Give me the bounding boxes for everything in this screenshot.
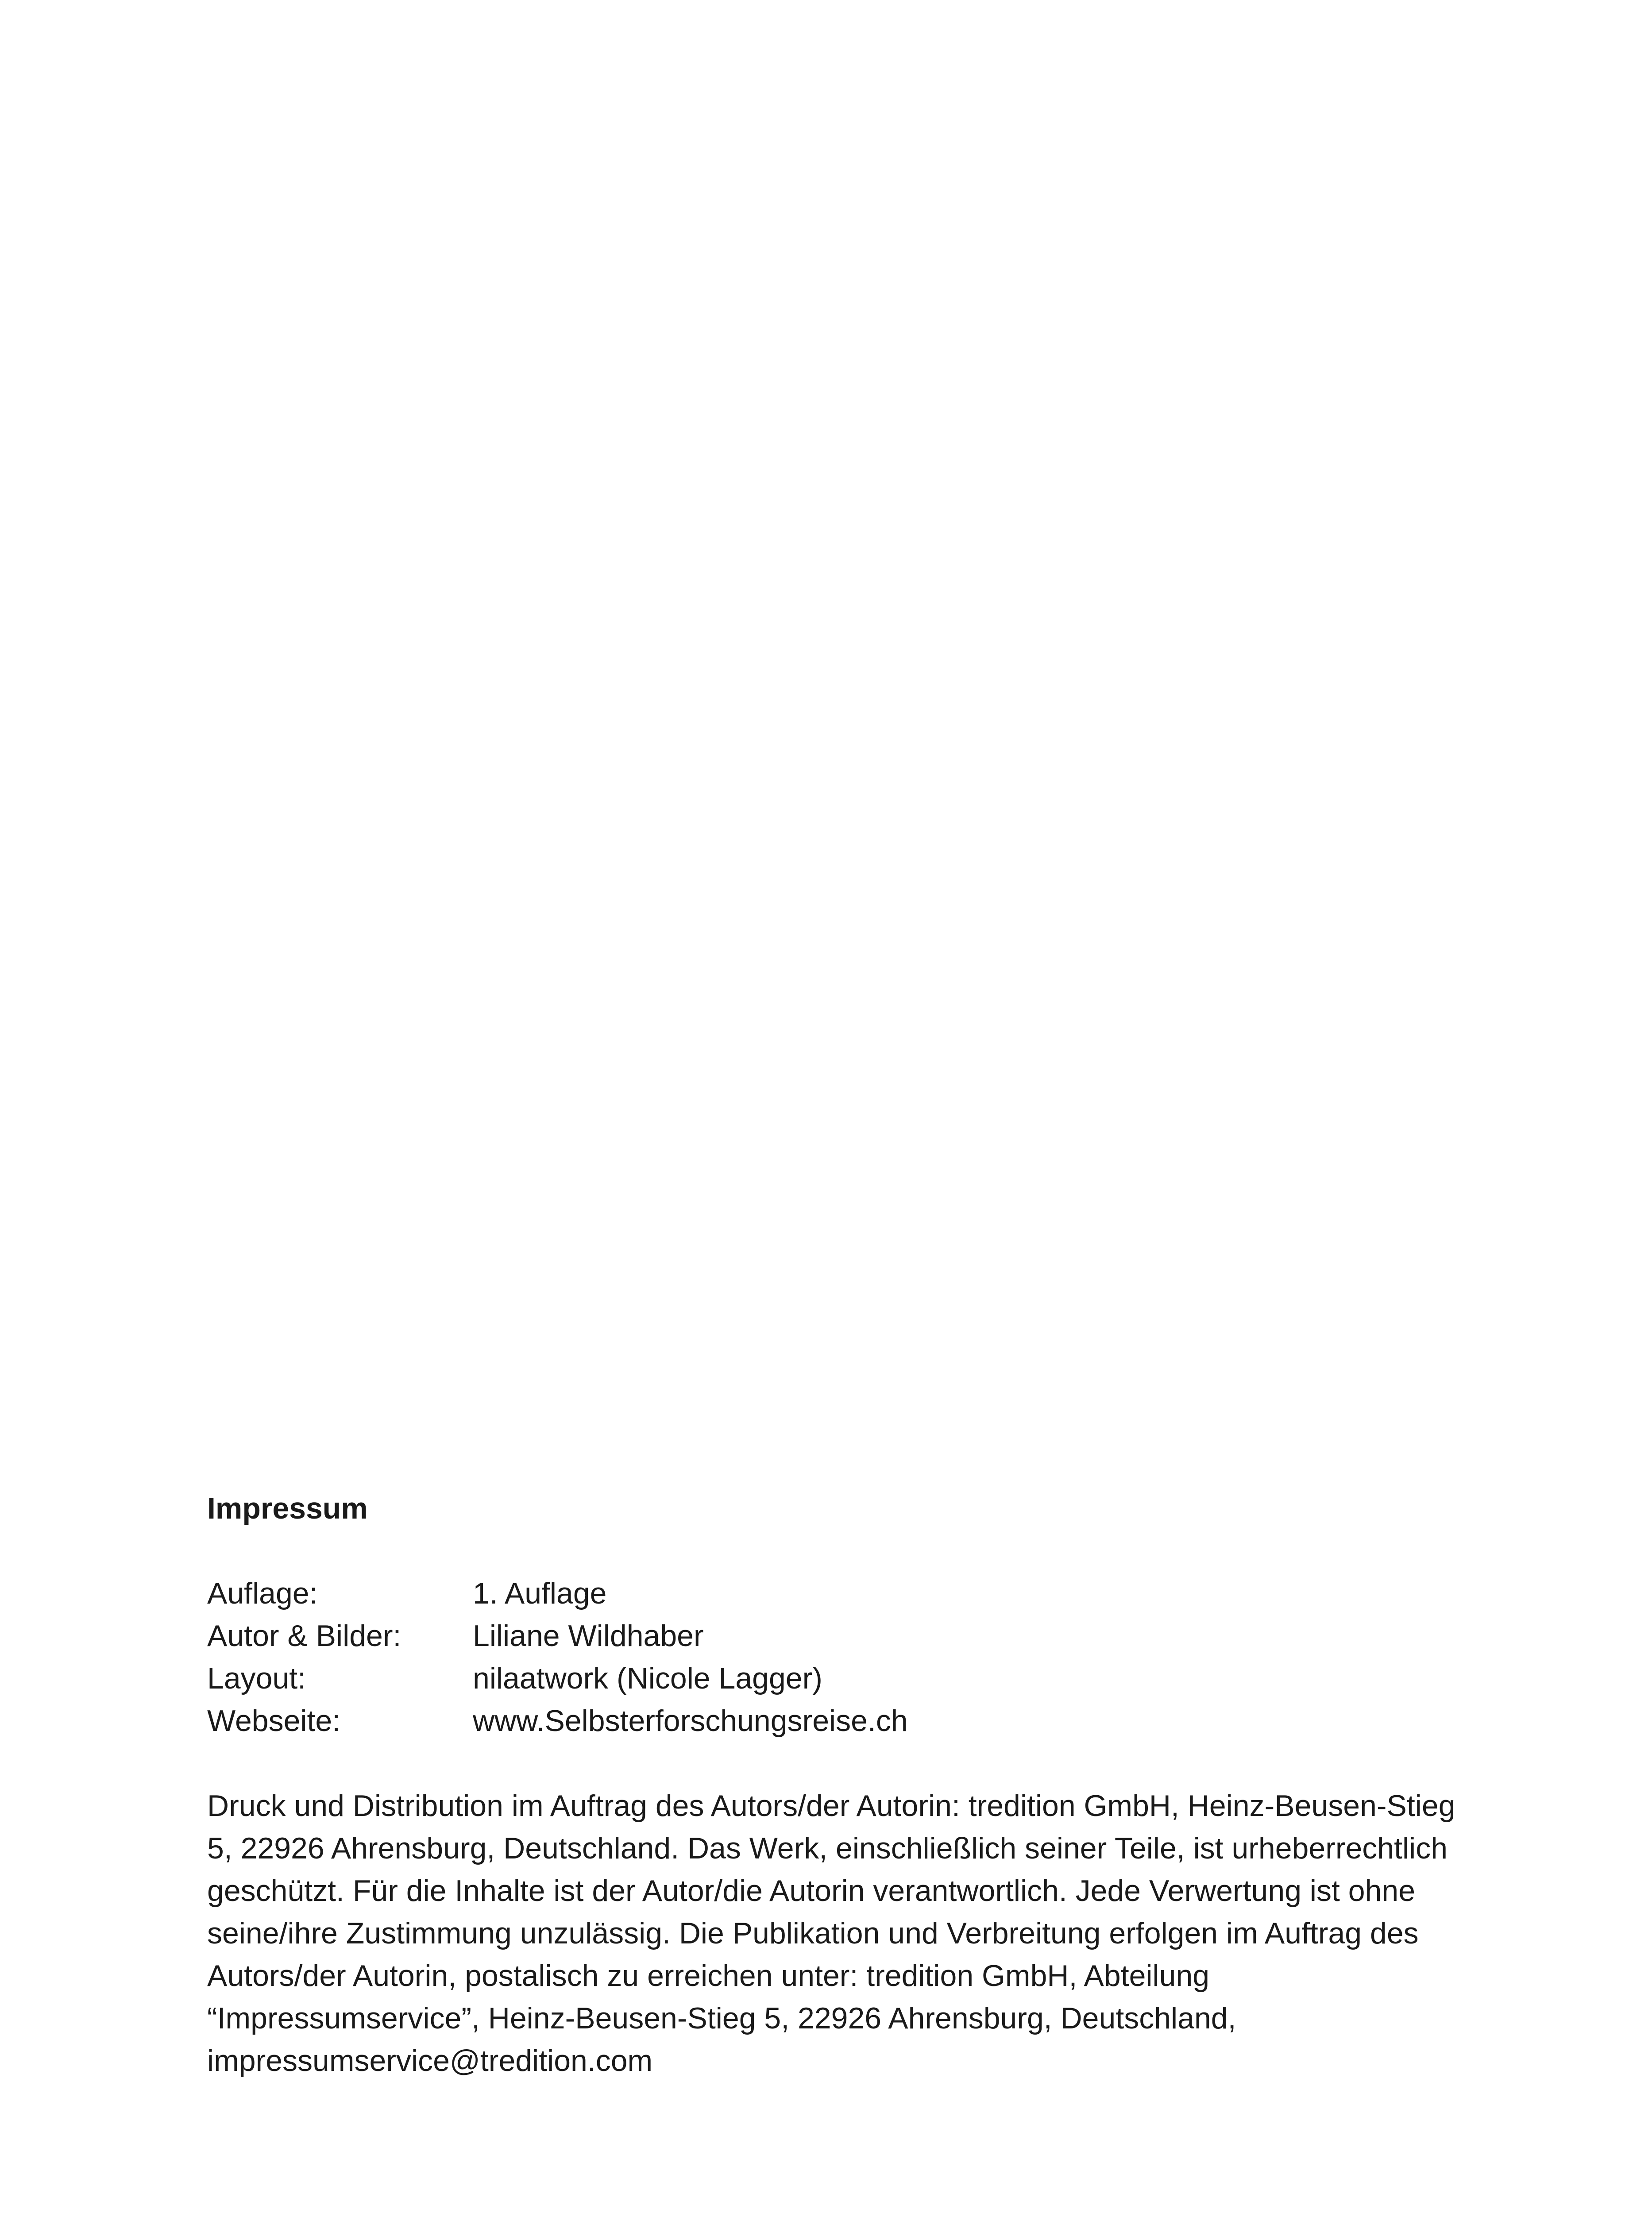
- imprint-title: Impressum: [207, 1492, 368, 1525]
- edition-label: Auflage:: [207, 1577, 318, 1610]
- imprint-section: [207, 1487, 1491, 2082]
- legal-notice-paragraph: Druck und Distribution im Auftrag des Autors/der Autorin: tredition GmbH, Heinz-Beusen-Stieg 5, 22926 Ahrensburg, Deutschland. Das Werk, einschließlich seiner Teile, ist urheberrechtlich geschützt. Für die Inhalte ist der Autor/die Autorin verantwortlich. Jede Verwertung ist ohne seine/ihre Zustimmung unzulässig. Die Publikation und Verbreitung erfolgen im Auftrag des Autors/der Autorin, postalisch zu erreichen unter: tredition GmbH, Abteilung “Impressumservice”, Heinz-Beusen-Stieg 5, 22926 Ahrensburg, Deutschland, impressumservice@tredition.com: [207, 1789, 1455, 2078]
- author-label: Autor & Bilder:: [207, 1619, 401, 1653]
- author-value: Liliane Wildhaber: [473, 1619, 704, 1653]
- website-value: www.Selbsterforschungsreise.ch: [473, 1704, 908, 1738]
- imprint-meta-table: [207, 1572, 1491, 1742]
- layout-value: nilaatwork (Nicole Lagger): [473, 1662, 822, 1695]
- website-label: Webseite:: [207, 1704, 341, 1738]
- edition-value: 1. Auflage: [473, 1577, 607, 1610]
- layout-label: Layout:: [207, 1662, 306, 1695]
